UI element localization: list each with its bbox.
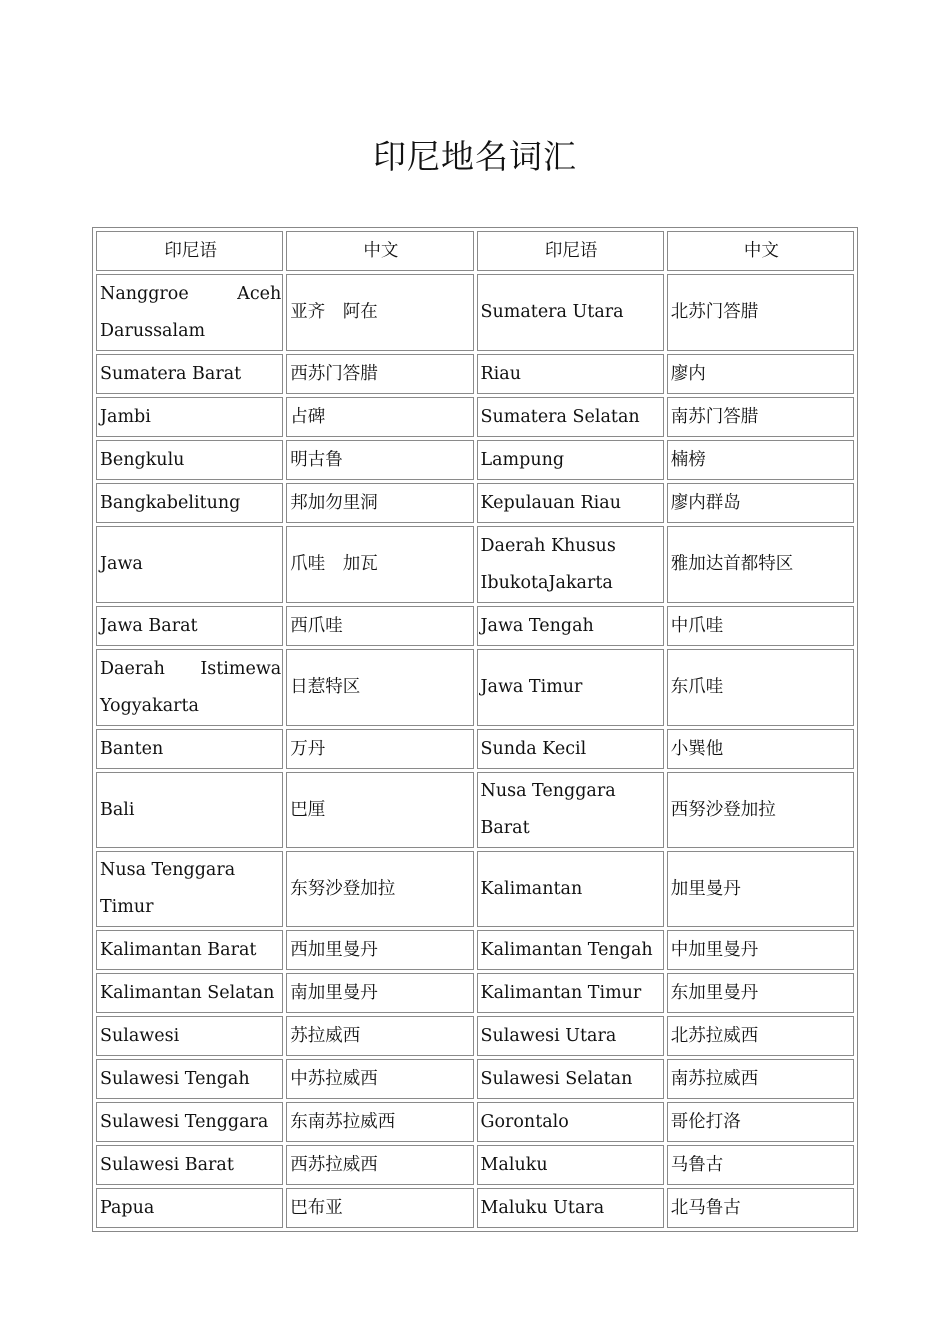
- cell-chinese-1: 明古鲁: [286, 440, 473, 480]
- cell-chinese-2: 西努沙登加拉: [667, 772, 854, 848]
- cell-chinese-1: 西爪哇: [286, 606, 473, 646]
- table-row: [96, 1188, 854, 1228]
- table-row: [96, 649, 854, 726]
- cell-indonesian-2: Sulawesi Utara: [477, 1016, 664, 1056]
- cell-indonesian-2: Kepulauan Riau: [477, 483, 664, 523]
- table-row: [96, 483, 854, 523]
- place-names-table: [92, 227, 858, 1232]
- table-row: [96, 729, 854, 769]
- cell-chinese-1: 南加里曼丹: [286, 973, 473, 1013]
- cell-indonesian-2: Gorontalo: [477, 1102, 664, 1142]
- cell-line-2: Darussalam: [100, 320, 206, 341]
- page-title: 印尼地名词汇: [373, 137, 577, 176]
- cell-chinese-2: 楠榜: [667, 440, 854, 480]
- cell-indonesian-2: Jawa Timur: [477, 649, 664, 726]
- cell-chinese-2: 南苏门答腊: [667, 397, 854, 437]
- table-header-row: [96, 231, 854, 271]
- cell-line-2: Jakarta: [548, 572, 613, 593]
- cell-indonesian-2: Kalimantan Timur: [477, 973, 664, 1013]
- cell-indonesian-2: Sunda Kecil: [477, 729, 664, 769]
- place-names-table-wrapper: [92, 227, 858, 1232]
- cell-chinese-2: 廖内群岛: [667, 483, 854, 523]
- table-row: [96, 772, 854, 848]
- cell-chinese-1: 巴布亚: [286, 1188, 473, 1228]
- cell-indonesian-1: Kalimantan Selatan: [96, 973, 283, 1013]
- cell-indonesian-1: Bengkulu: [96, 440, 283, 480]
- table-row: [96, 274, 854, 351]
- cell-indonesian-1: Nusa Tenggara Timur: [96, 851, 283, 927]
- cell-chinese-1: 东努沙登加拉: [286, 851, 473, 927]
- cell-chinese-1: 中苏拉威西: [286, 1059, 473, 1099]
- table-row: [96, 606, 854, 646]
- table-row: [96, 1102, 854, 1142]
- table-row: [96, 526, 854, 603]
- cell-indonesian-1: Sulawesi Barat: [96, 1145, 283, 1185]
- cell-chinese-2: 北苏门答腊: [667, 274, 854, 351]
- cell-indonesian-2: Nusa Tenggara Barat: [477, 772, 664, 848]
- cell-chinese-1: 万丹: [286, 729, 473, 769]
- cell-indonesian-2: Kalimantan: [477, 851, 664, 927]
- table-body: [96, 274, 854, 1228]
- header-indonesian-2: 印尼语: [477, 231, 664, 271]
- cell-chinese-1: 东南苏拉威西: [286, 1102, 473, 1142]
- cell-indonesian-2: Kalimantan Tengah: [477, 930, 664, 970]
- cell-line-1: Daerah Istimewa: [100, 658, 282, 679]
- cell-line-2: Yogyakarta: [100, 695, 199, 716]
- cell-indonesian-1: [96, 649, 283, 726]
- table-row: [96, 1145, 854, 1185]
- table-row: [96, 397, 854, 437]
- cell-indonesian-1: Bangkabelitung: [96, 483, 283, 523]
- cell-line-1: Nanggroe Aceh: [100, 283, 282, 304]
- cell-indonesian-1: Jawa Barat: [96, 606, 283, 646]
- header-chinese-2: 中文: [667, 231, 854, 271]
- cell-indonesian-1: Jawa: [96, 526, 283, 603]
- cell-indonesian-2: Maluku Utara: [477, 1188, 664, 1228]
- cell-chinese-1: 爪哇 加瓦: [286, 526, 473, 603]
- cell-chinese-2: 北苏拉威西: [667, 1016, 854, 1056]
- cell-chinese-1: 西苏门答腊: [286, 354, 473, 394]
- cell-line-1: Daerah Khusus Ibukota: [480, 535, 616, 593]
- cell-indonesian-2: [477, 526, 664, 603]
- header-indonesian-1: 印尼语: [96, 231, 283, 271]
- cell-indonesian-1: [96, 274, 283, 351]
- cell-chinese-2: 南苏拉威西: [667, 1059, 854, 1099]
- cell-indonesian-1: Sulawesi Tenggara: [96, 1102, 283, 1142]
- table-row: [96, 440, 854, 480]
- header-chinese-1: 中文: [286, 231, 473, 271]
- cell-chinese-2: 雅加达首都特区: [667, 526, 854, 603]
- cell-chinese-1: 西加里曼丹: [286, 930, 473, 970]
- cell-chinese-1: 邦加勿里洞: [286, 483, 473, 523]
- cell-indonesian-2: Maluku: [477, 1145, 664, 1185]
- cell-indonesian-2: Lampung: [477, 440, 664, 480]
- cell-chinese-1: 巴厘: [286, 772, 473, 848]
- cell-chinese-2: 东爪哇: [667, 649, 854, 726]
- cell-chinese-2: 哥伦打洛: [667, 1102, 854, 1142]
- cell-indonesian-2: Sulawesi Selatan: [477, 1059, 664, 1099]
- cell-chinese-2: 东加里曼丹: [667, 973, 854, 1013]
- table-row: [96, 354, 854, 394]
- cell-indonesian-2: Riau: [477, 354, 664, 394]
- table-row: [96, 1059, 854, 1099]
- cell-indonesian-1: Sulawesi Tengah: [96, 1059, 283, 1099]
- cell-chinese-2: 加里曼丹: [667, 851, 854, 927]
- cell-chinese-1: 占碑: [286, 397, 473, 437]
- table-row: [96, 973, 854, 1013]
- cell-chinese-1: 苏拉威西: [286, 1016, 473, 1056]
- cell-indonesian-2: Jawa Tengah: [477, 606, 664, 646]
- cell-indonesian-1: Kalimantan Barat: [96, 930, 283, 970]
- table-row: [96, 1016, 854, 1056]
- cell-indonesian-1: Banten: [96, 729, 283, 769]
- table-row: [96, 930, 854, 970]
- cell-chinese-1: 日惹特区: [286, 649, 473, 726]
- cell-indonesian-2: Sumatera Utara: [477, 274, 664, 351]
- cell-chinese-2: 中爪哇: [667, 606, 854, 646]
- cell-indonesian-1: Sulawesi: [96, 1016, 283, 1056]
- cell-chinese-2: 中加里曼丹: [667, 930, 854, 970]
- cell-chinese-2: 廖内: [667, 354, 854, 394]
- cell-chinese-2: 小巽他: [667, 729, 854, 769]
- cell-indonesian-1: Jambi: [96, 397, 283, 437]
- cell-chinese-2: 北马鲁古: [667, 1188, 854, 1228]
- table-row: [96, 851, 854, 927]
- cell-chinese-2: 马鲁古: [667, 1145, 854, 1185]
- cell-indonesian-1: Papua: [96, 1188, 283, 1228]
- cell-chinese-1: 亚齐 阿在: [286, 274, 473, 351]
- cell-indonesian-2: Sumatera Selatan: [477, 397, 664, 437]
- cell-indonesian-1: Bali: [96, 772, 283, 848]
- cell-chinese-1: 西苏拉威西: [286, 1145, 473, 1185]
- cell-indonesian-1: Sumatera Barat: [96, 354, 283, 394]
